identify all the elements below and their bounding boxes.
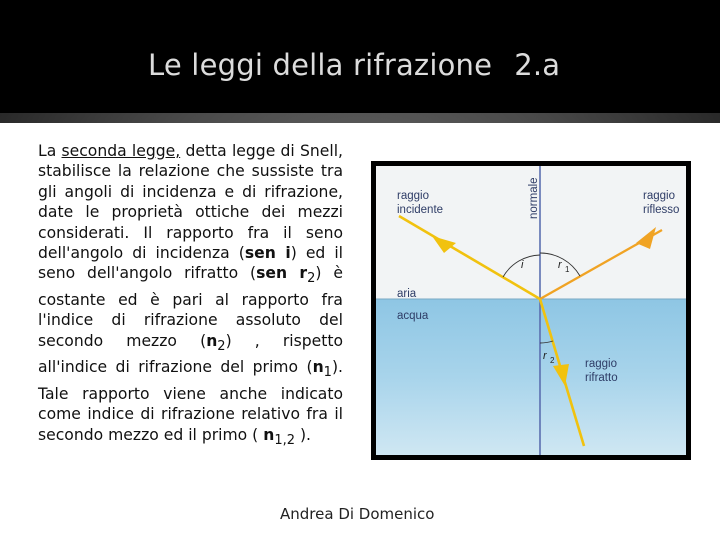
text-run: ) è costante ed è pari al rapporto fra l'indice di rifrazione assoluto del secondo mezzo ( <box>38 264 343 350</box>
refraction-diagram <box>371 161 691 460</box>
bold-text: n <box>312 358 324 377</box>
water-region <box>376 299 686 455</box>
text-run: ). Tale rapporto viene anche indicato come indice di rifrazione relativo fra il secondo mezzo ed il primo ( <box>38 358 343 444</box>
body-paragraph <box>38 141 343 451</box>
bold-text: n <box>263 425 275 444</box>
text-run: ) , rispetto all'indice di rifrazione del primo ( <box>38 331 343 377</box>
label-angle-r1-sub: 1 <box>565 265 570 274</box>
bold-text: n <box>206 331 218 350</box>
label-reflected-2: riflesso <box>643 204 680 216</box>
refraction-diagram-svg <box>371 161 691 460</box>
label-angle-r2: r <box>543 350 547 362</box>
footer-author: Andrea Di Domenico <box>280 505 435 523</box>
label-incident-2: incidente <box>397 204 444 216</box>
slide-title-number: 2.a <box>514 48 561 82</box>
text-run: ). <box>295 425 312 444</box>
label-air: aria <box>397 288 417 300</box>
text-run: La <box>38 142 62 160</box>
underlined-text: seconda legge, <box>61 142 181 160</box>
label-incident-1: raggio <box>397 190 429 202</box>
label-refracted-2: rifratto <box>585 372 618 384</box>
label-water: acqua <box>397 310 429 322</box>
subscript: 2 <box>217 338 226 354</box>
label-refracted-1: raggio <box>585 358 617 370</box>
label-angle-i: i <box>521 259 524 271</box>
subscript: 2 <box>307 271 316 287</box>
text-run: ) ed il seno dell'angolo rifratto ( <box>38 244 344 283</box>
subscript: 1,2 <box>274 432 296 448</box>
bold-text: sen i <box>244 244 291 263</box>
slide-title-text: Le leggi della rifrazione <box>148 48 493 82</box>
label-angle-r2-sub: 2 <box>550 356 555 365</box>
label-angle-r1: r <box>558 259 562 271</box>
subscript: 1 <box>323 365 332 381</box>
bold-text: sen r <box>256 264 308 283</box>
label-reflected-1: raggio <box>643 190 675 202</box>
slide-title <box>148 48 560 82</box>
label-normal: normale <box>528 177 540 219</box>
text-run: detta legge di Snell, stabilisce la relazione che sussiste tra gli angoli di incidenza e di rifrazione, date le proprietà ottiche dei mezzi considerati. Il rapporto fra il seno dell'angolo di incidenza ( <box>38 142 344 263</box>
